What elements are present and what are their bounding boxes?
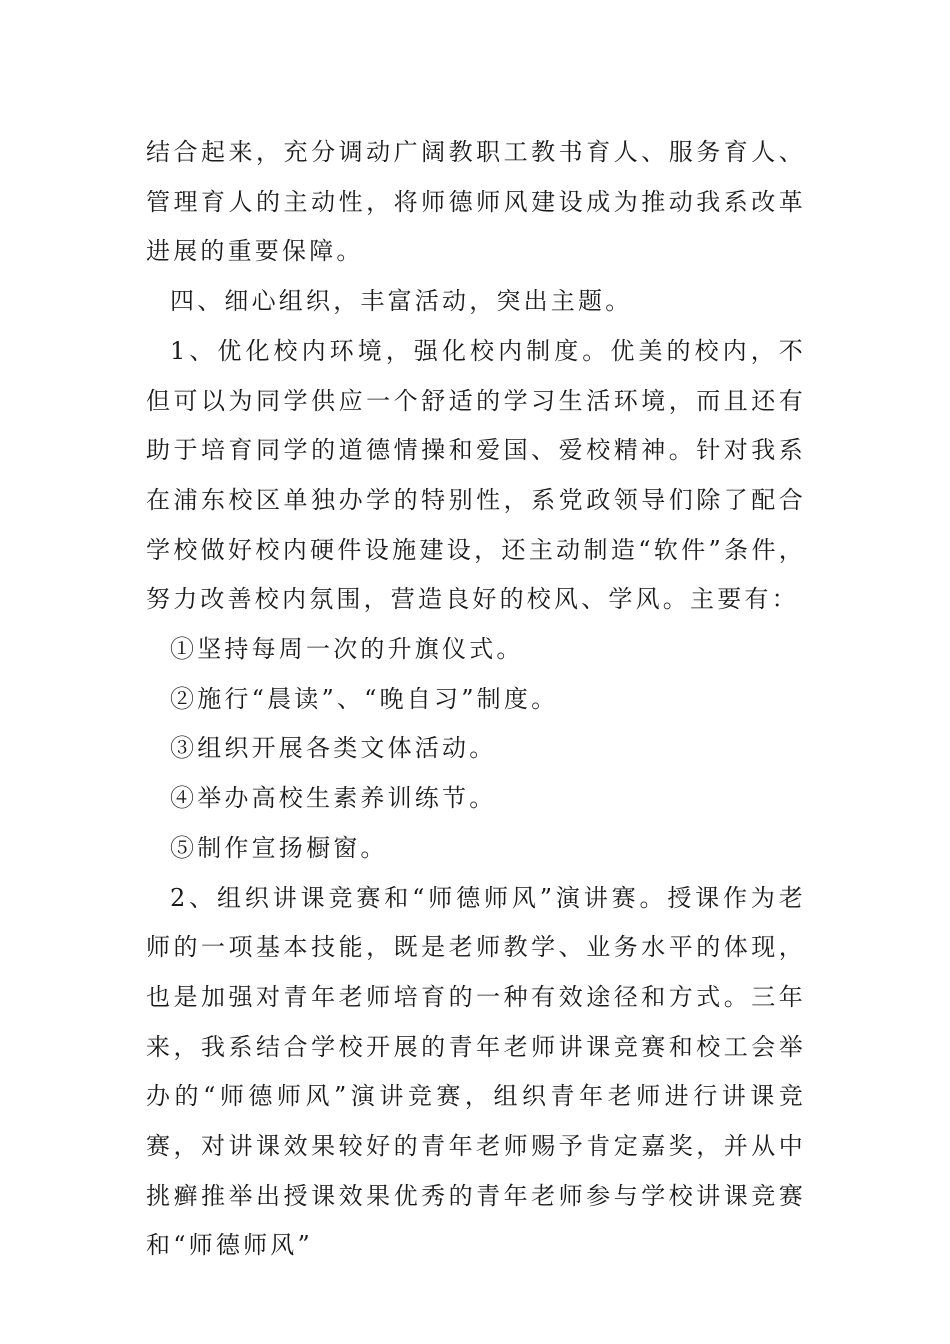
- list-item: ①坚持每周一次的升旗仪式。: [170, 635, 524, 664]
- list-item: ②施行“晨读”、“晚自习”制度。: [170, 684, 559, 713]
- paragraph-continuation: 结合起来，充分调动广阔教职工教书育人、服务育人、管理育人的主动性，将师德师风建设成为推动我系改革进展的重要保障。: [146, 138, 806, 266]
- document-page: [146, 128, 806, 1271]
- paragraph-campus-environment: 1、优化校内环境，强化校内制度。优美的校内，不但可以为同学供应一个舒适的学习生活环境，而且还有助于培育同学的道德情操和爱国、爱校精神。针对我系在浦东校区单独办学的特别性，系党政领导们除了配合学校做好校内硬件设施建设，还主动制造“软件”条件，努力改善校内氛围，营造良好的校风、学风。主要有：: [146, 336, 806, 614]
- list-item: ④举办高校生素养训练节。: [170, 784, 497, 813]
- paragraph-lecture-competition: 2、组织讲课竞赛和“师德师风”演讲赛。授课作为老师的一项基本技能，既是老师教学、业务水平的体现，也是加强对青年老师培育的一种有效途径和方式。三年来，我系结合学校开展的青年老师讲课竞赛和校工会举办的“师德师风”演讲竞赛，组织青年老师进行讲课竞赛，对讲课效果较好的青年老师赐予肯定嘉奖，并从中挑癣推举出授课效果优秀的青年老师参与学校讲课竞赛和“师德师风”: [146, 883, 806, 1260]
- section-heading-four: 四、细心组织，丰富活动，突出主题。: [170, 287, 633, 316]
- list-item: ⑤制作宣扬橱窗。: [170, 833, 388, 862]
- list-item: ③组织开展各类文体活动。: [170, 734, 497, 763]
